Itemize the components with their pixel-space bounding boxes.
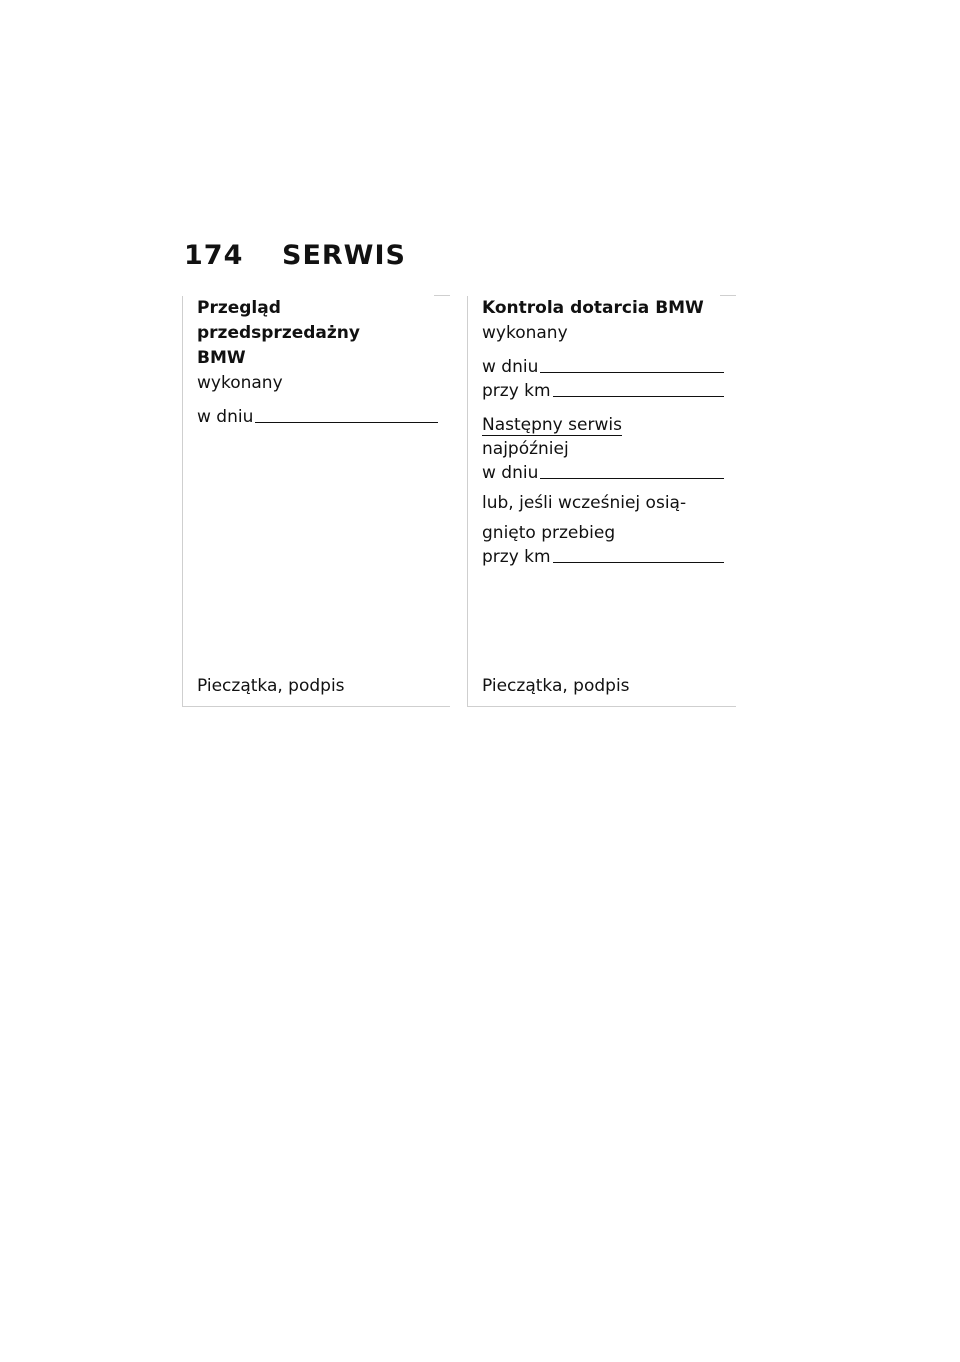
- panel-title-line2: BMW: [197, 348, 246, 368]
- page-number: 174: [184, 240, 244, 271]
- next-date-label: w dniu: [482, 463, 539, 483]
- or-earlier-line1: lub, jeśli wcześniej osią-: [482, 493, 687, 513]
- done-label: wykonany: [197, 373, 283, 393]
- next-service-label: Następny serwis: [482, 415, 622, 435]
- service-record-break-in: [467, 296, 736, 707]
- next-service-heading: [482, 413, 724, 437]
- stamp-label: Pieczątka, podpis: [197, 676, 345, 696]
- km-blank-line[interactable]: [553, 396, 724, 397]
- panel-title: Kontrola dotarcia BMW: [482, 298, 704, 318]
- date-blank-line[interactable]: [255, 422, 438, 423]
- date-label: w dniu: [197, 407, 254, 427]
- panel-title: [197, 296, 438, 371]
- next-date-blank-line[interactable]: [540, 478, 724, 479]
- date-field[interactable]: [197, 405, 438, 429]
- next-km-label: przy km: [482, 547, 551, 567]
- date-field[interactable]: [482, 355, 724, 379]
- done-label: wykonany: [482, 323, 568, 343]
- or-earlier-line2: gnięto przebieg: [482, 523, 616, 543]
- panel-title-line1: Przegląd przedsprzedażny: [197, 298, 360, 343]
- km-label: przy km: [482, 381, 551, 401]
- date-label: w dniu: [482, 357, 539, 377]
- next-date-field[interactable]: [482, 461, 724, 485]
- page-header: [184, 240, 406, 271]
- stamp-label: Pieczątka, podpis: [482, 676, 630, 696]
- next-km-field[interactable]: [482, 545, 724, 569]
- date-blank-line[interactable]: [540, 372, 724, 373]
- service-record-predelivery: [182, 296, 450, 707]
- section-title: SERWIS: [282, 240, 406, 271]
- km-field[interactable]: [482, 379, 724, 403]
- latest-label: najpóźniej: [482, 439, 569, 459]
- next-km-blank-line[interactable]: [553, 562, 724, 563]
